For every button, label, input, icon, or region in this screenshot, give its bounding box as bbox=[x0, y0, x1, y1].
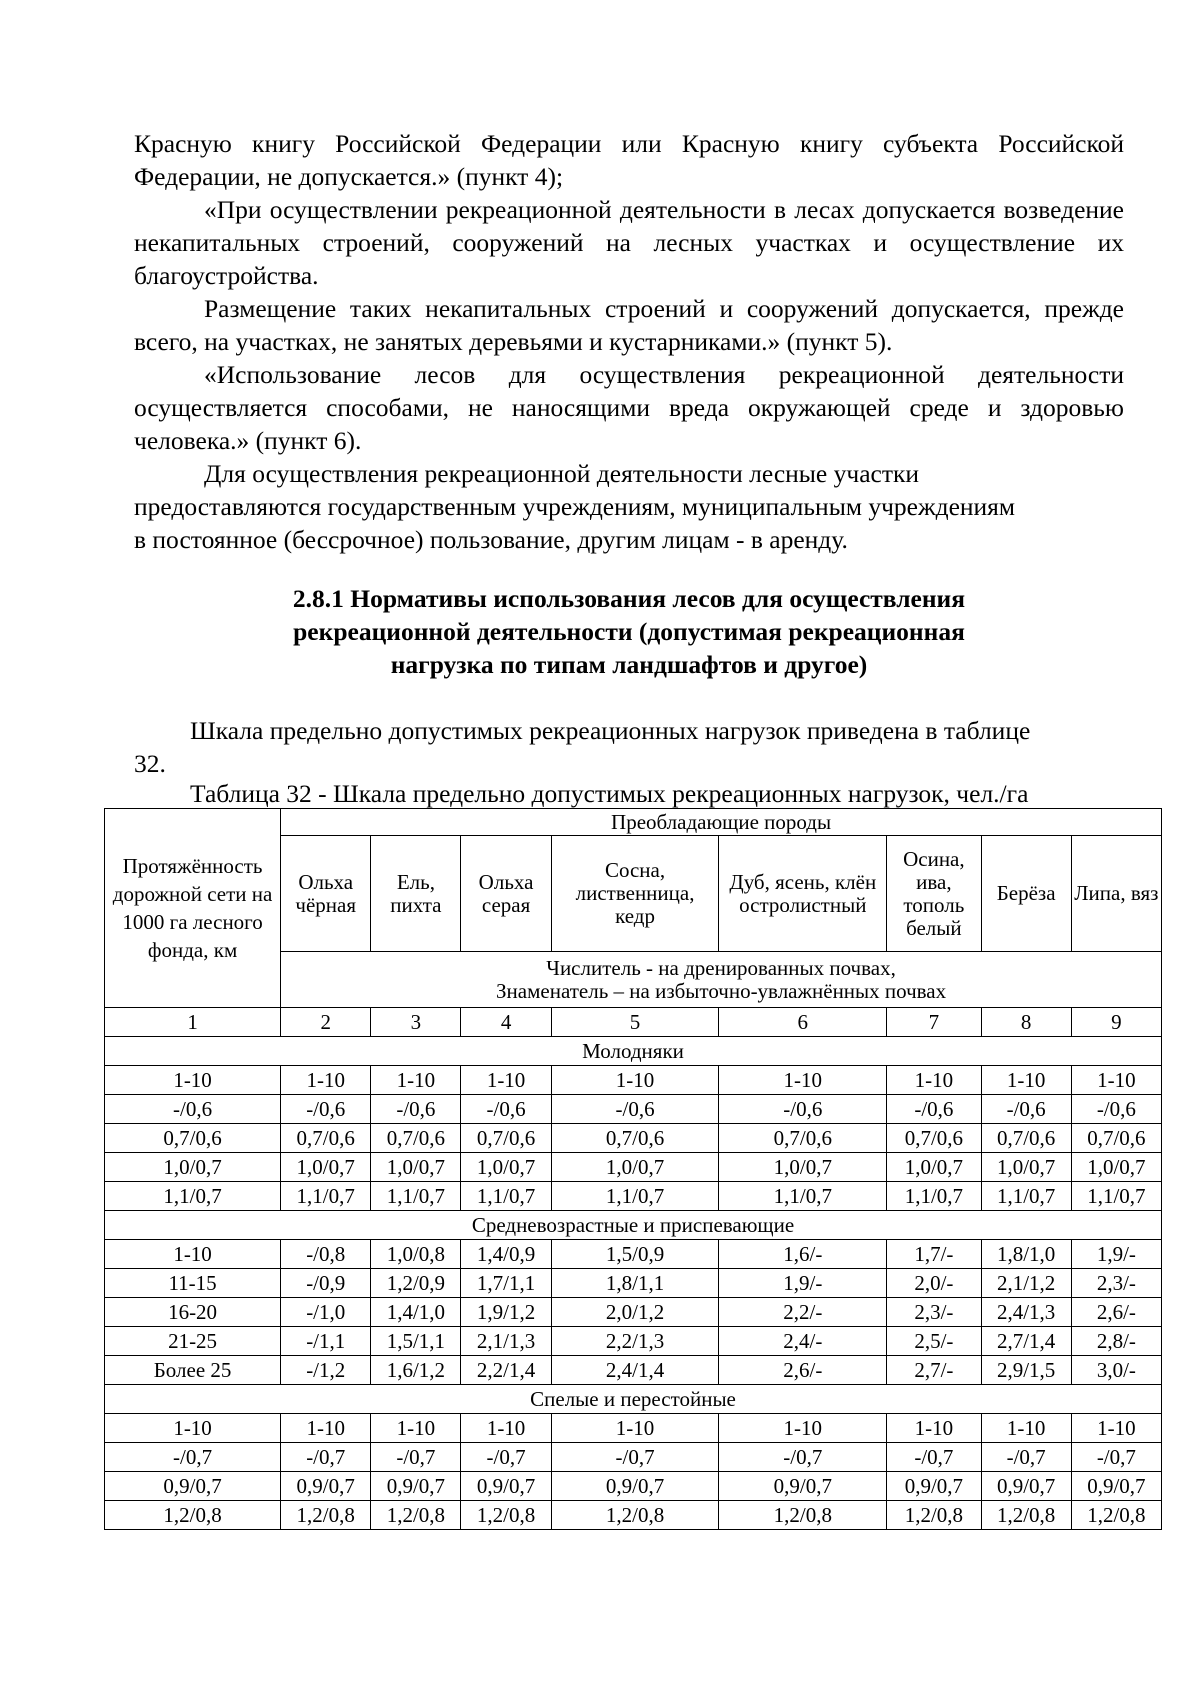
load-value-cell: 1,2/0,8 bbox=[461, 1501, 551, 1530]
load-value-cell: 0,7/0,6 bbox=[371, 1124, 461, 1153]
load-value-cell: 1,0/0,7 bbox=[887, 1153, 981, 1182]
table-row bbox=[105, 1182, 1162, 1211]
column-number-cell: 7 bbox=[887, 1008, 981, 1037]
road-density-cell: 16-20 bbox=[105, 1298, 281, 1327]
paragraph-quote-point-6: «Использование лесов для осуществления рекреационной деятельности осуществляется способами, не наносящими вреда окружающей среде и здоровью человека.» (пункт 6). bbox=[134, 360, 1124, 455]
load-value-cell: 1,1/0,7 bbox=[981, 1182, 1071, 1211]
section-title-row bbox=[105, 1211, 1162, 1240]
load-value-cell: 2,2/1,3 bbox=[551, 1327, 719, 1356]
load-value-cell: -/0,6 bbox=[551, 1095, 719, 1124]
section-title-cell: Средневозрастные и приспевающие bbox=[105, 1211, 1162, 1240]
load-value-cell: 1,7/1,1 bbox=[461, 1269, 551, 1298]
note-cell bbox=[281, 952, 1162, 1008]
load-value-cell: 0,9/0,7 bbox=[551, 1472, 719, 1501]
species-header-cell: Сосна, лиственница, кедр bbox=[551, 836, 719, 952]
table-row bbox=[105, 1269, 1162, 1298]
table-row bbox=[105, 1356, 1162, 1385]
road-density-cell: 0,7/0,6 bbox=[105, 1124, 281, 1153]
note-line: Знаменатель – на избыточно-увлажнённых почвах bbox=[496, 978, 947, 1003]
load-value-cell: 1,1/0,7 bbox=[281, 1182, 371, 1211]
load-value-cell: 1,0/0,7 bbox=[981, 1153, 1071, 1182]
table-row bbox=[105, 1501, 1162, 1530]
load-value-cell: 0,7/0,6 bbox=[1071, 1124, 1161, 1153]
column-number-cell: 9 bbox=[1071, 1008, 1161, 1037]
load-value-cell: 1-10 bbox=[719, 1066, 887, 1095]
load-value-cell: 1,6/1,2 bbox=[371, 1356, 461, 1385]
load-value-cell: 2,2/1,4 bbox=[461, 1356, 551, 1385]
paragraph-line: Для осуществления рекреационной деятельности лесные участки bbox=[204, 459, 920, 488]
load-value-cell: 2,8/- bbox=[1071, 1327, 1161, 1356]
load-value-cell: -/0,7 bbox=[981, 1443, 1071, 1472]
load-value-cell: -/0,7 bbox=[887, 1443, 981, 1472]
column-number-cell: 6 bbox=[719, 1008, 887, 1037]
load-value-cell: 2,4/1,3 bbox=[981, 1298, 1071, 1327]
load-value-cell: 1,6/- bbox=[719, 1240, 887, 1269]
section-title-row bbox=[105, 1385, 1162, 1414]
table-row bbox=[105, 1066, 1162, 1095]
load-value-cell: 2,0/1,2 bbox=[551, 1298, 719, 1327]
load-value-cell: 1-10 bbox=[281, 1066, 371, 1095]
load-value-cell: 1-10 bbox=[461, 1414, 551, 1443]
load-value-cell: 0,9/0,7 bbox=[1071, 1472, 1161, 1501]
load-value-cell: 1,1/0,7 bbox=[371, 1182, 461, 1211]
paragraph-quote-point-5a: «При осуществлении рекреационной деятельности в лесах допускается возведение некапитальных строений, сооружений на лесных участках и осуществление их благоустройства. bbox=[134, 195, 1124, 290]
load-value-cell: 1,1/0,7 bbox=[719, 1182, 887, 1211]
table-row bbox=[105, 1327, 1162, 1356]
table-row bbox=[105, 1153, 1162, 1182]
paragraph-quote-point-5b: Размещение таких некапитальных строений и сооружений допускается, прежде всего, на участках, не занятых деревьями и кустарниками.» (пункт 5). bbox=[134, 294, 1124, 356]
load-value-cell: 3,0/- bbox=[1071, 1356, 1161, 1385]
load-value-cell: 2,4/- bbox=[719, 1327, 887, 1356]
load-value-cell: 1-10 bbox=[1071, 1066, 1161, 1095]
load-value-cell: 0,7/0,6 bbox=[887, 1124, 981, 1153]
load-value-cell: 1,2/0,8 bbox=[371, 1501, 461, 1530]
load-value-cell: 0,7/0,6 bbox=[281, 1124, 371, 1153]
load-value-cell: -/0,9 bbox=[281, 1269, 371, 1298]
species-header-cell: Ольха серая bbox=[461, 836, 551, 952]
road-density-cell: -/0,6 bbox=[105, 1095, 281, 1124]
table-row bbox=[105, 1240, 1162, 1269]
load-value-cell: 0,9/0,7 bbox=[887, 1472, 981, 1501]
load-value-cell: 1,9/1,2 bbox=[461, 1298, 551, 1327]
table-header-row bbox=[105, 809, 1162, 836]
column-number-cell: 4 bbox=[461, 1008, 551, 1037]
road-density-cell: 0,9/0,7 bbox=[105, 1472, 281, 1501]
load-value-cell: 1-10 bbox=[887, 1414, 981, 1443]
road-density-cell: Более 25 bbox=[105, 1356, 281, 1385]
column-number-cell: 5 bbox=[551, 1008, 719, 1037]
load-value-cell: 2,6/- bbox=[1071, 1298, 1161, 1327]
load-value-cell: -/1,2 bbox=[281, 1356, 371, 1385]
load-value-cell: 1,2/0,8 bbox=[551, 1501, 719, 1530]
load-value-cell: 0,7/0,6 bbox=[981, 1124, 1071, 1153]
load-value-cell: 2,1/1,2 bbox=[981, 1269, 1071, 1298]
paragraph-line: в постоянное (бессрочное) пользование, другим лицам - в аренду. bbox=[134, 525, 848, 554]
table-row bbox=[105, 1472, 1162, 1501]
load-value-cell: 1,0/0,7 bbox=[1071, 1153, 1161, 1182]
section-heading bbox=[134, 582, 1124, 681]
species-header-cell: Ель, пихта bbox=[371, 836, 461, 952]
load-value-cell: -/0,6 bbox=[461, 1095, 551, 1124]
load-value-cell: 1,9/- bbox=[1071, 1240, 1161, 1269]
intro-line: 32. bbox=[134, 749, 166, 778]
load-value-cell: 1,2/0,9 bbox=[371, 1269, 461, 1298]
load-value-cell: 1-10 bbox=[371, 1066, 461, 1095]
load-value-cell: 2,3/- bbox=[1071, 1269, 1161, 1298]
load-value-cell: 1-10 bbox=[981, 1414, 1071, 1443]
load-value-cell: 2,3/- bbox=[887, 1298, 981, 1327]
table-row bbox=[105, 1095, 1162, 1124]
load-value-cell: 1-10 bbox=[281, 1414, 371, 1443]
road-density-cell: 1,0/0,7 bbox=[105, 1153, 281, 1182]
load-value-cell: 1,1/0,7 bbox=[1071, 1182, 1161, 1211]
load-value-cell: 1,8/1,0 bbox=[981, 1240, 1071, 1269]
paragraph-land-plots bbox=[134, 457, 1124, 556]
load-value-cell: 1,4/1,0 bbox=[371, 1298, 461, 1327]
load-value-cell: 1,2/0,8 bbox=[1071, 1501, 1161, 1530]
road-density-cell: 1-10 bbox=[105, 1240, 281, 1269]
load-value-cell: 1-10 bbox=[551, 1066, 719, 1095]
note-line: Числитель - на дренированных почвах, bbox=[546, 955, 896, 980]
heading-line: рекреационной деятельности (допустимая рекреационная bbox=[293, 617, 965, 646]
load-value-cell: 2,9/1,5 bbox=[981, 1356, 1071, 1385]
road-density-cell: 1,1/0,7 bbox=[105, 1182, 281, 1211]
column-number-cell: 8 bbox=[981, 1008, 1071, 1037]
load-value-cell: -/0,6 bbox=[371, 1095, 461, 1124]
load-value-cell: 1,0/0,7 bbox=[551, 1153, 719, 1182]
load-value-cell: 1-10 bbox=[371, 1414, 461, 1443]
load-value-cell: -/1,1 bbox=[281, 1327, 371, 1356]
load-value-cell: -/0,7 bbox=[371, 1443, 461, 1472]
section-title-cell: Молодняки bbox=[105, 1037, 1162, 1066]
load-value-cell: 2,7/1,4 bbox=[981, 1327, 1071, 1356]
heading-line: нагрузка по типам ландшафтов и другое) bbox=[390, 650, 868, 679]
load-value-cell: -/0,7 bbox=[551, 1443, 719, 1472]
row-header-cell: Протяжённость дорожной сети на 1000 га лесного фонда, км bbox=[105, 809, 281, 1008]
load-value-cell: -/0,7 bbox=[281, 1443, 371, 1472]
load-value-cell: -/0,7 bbox=[461, 1443, 551, 1472]
load-value-cell: 1,9/- bbox=[719, 1269, 887, 1298]
species-header-cell: Осина, ива, тополь белый bbox=[887, 836, 981, 952]
load-value-cell: 1,0/0,7 bbox=[281, 1153, 371, 1182]
paragraph-line: предоставляются государственным учреждениям, муниципальным учреждениям bbox=[134, 492, 1016, 521]
load-value-cell: 1,5/1,1 bbox=[371, 1327, 461, 1356]
table-row bbox=[105, 1443, 1162, 1472]
load-value-cell: 1,1/0,7 bbox=[461, 1182, 551, 1211]
load-value-cell: 1,1/0,7 bbox=[551, 1182, 719, 1211]
load-value-cell: 2,2/- bbox=[719, 1298, 887, 1327]
load-value-cell: 1,2/0,8 bbox=[981, 1501, 1071, 1530]
load-value-cell: -/0,6 bbox=[281, 1095, 371, 1124]
load-value-cell: -/1,0 bbox=[281, 1298, 371, 1327]
table-row bbox=[105, 1124, 1162, 1153]
group-header-cell: Преобладающие породы bbox=[281, 809, 1162, 836]
species-header-cell: Ольха чёрная bbox=[281, 836, 371, 952]
road-density-cell: 21-25 bbox=[105, 1327, 281, 1356]
load-value-cell: 1,0/0,7 bbox=[719, 1153, 887, 1182]
column-number-cell: 2 bbox=[281, 1008, 371, 1037]
species-header-cell: Липа, вяз bbox=[1071, 836, 1161, 952]
load-value-cell: 0,7/0,6 bbox=[719, 1124, 887, 1153]
road-density-cell: 1-10 bbox=[105, 1066, 281, 1095]
paragraph-continuation: Красную книгу Российской Федерации или Красную книгу субъекта Российской Федерации, не допускается.» (пункт 4); bbox=[134, 129, 1124, 191]
load-value-cell: 1,0/0,7 bbox=[461, 1153, 551, 1182]
load-value-cell: 1-10 bbox=[1071, 1414, 1161, 1443]
table-row bbox=[105, 1298, 1162, 1327]
column-number-row bbox=[105, 1008, 1162, 1037]
load-value-cell: 2,7/- bbox=[887, 1356, 981, 1385]
load-value-cell: 1-10 bbox=[551, 1414, 719, 1443]
load-value-cell: 1-10 bbox=[981, 1066, 1071, 1095]
load-value-cell: 0,9/0,7 bbox=[281, 1472, 371, 1501]
load-value-cell: 1,7/- bbox=[887, 1240, 981, 1269]
load-value-cell: -/0,6 bbox=[1071, 1095, 1161, 1124]
load-value-cell: 1-10 bbox=[887, 1066, 981, 1095]
load-value-cell: 2,6/- bbox=[719, 1356, 887, 1385]
load-value-cell: 1,0/0,7 bbox=[371, 1153, 461, 1182]
load-value-cell: 1-10 bbox=[719, 1414, 887, 1443]
load-value-cell: 2,0/- bbox=[887, 1269, 981, 1298]
road-density-cell: 11-15 bbox=[105, 1269, 281, 1298]
load-value-cell: 1,5/0,9 bbox=[551, 1240, 719, 1269]
intro-line: Шкала предельно допустимых рекреационных нагрузок приведена в таблице bbox=[190, 716, 1031, 745]
recreational-load-table bbox=[104, 808, 1162, 1530]
road-density-cell: 1-10 bbox=[105, 1414, 281, 1443]
load-value-cell: 1,4/0,9 bbox=[461, 1240, 551, 1269]
load-value-cell: 0,9/0,7 bbox=[461, 1472, 551, 1501]
table-row bbox=[105, 1414, 1162, 1443]
load-value-cell: 0,7/0,6 bbox=[551, 1124, 719, 1153]
road-density-cell: 1,2/0,8 bbox=[105, 1501, 281, 1530]
load-value-cell: 2,5/- bbox=[887, 1327, 981, 1356]
load-value-cell: -/0,8 bbox=[281, 1240, 371, 1269]
table-intro bbox=[134, 714, 1124, 780]
species-header-cell: Берёза bbox=[981, 836, 1071, 952]
body-text bbox=[134, 127, 1124, 556]
load-value-cell: 1-10 bbox=[461, 1066, 551, 1095]
load-value-cell: 0,9/0,7 bbox=[719, 1472, 887, 1501]
table-caption: Таблица 32 - Шкала предельно допустимых рекреационных нагрузок, чел./га bbox=[190, 779, 1029, 808]
column-number-cell: 3 bbox=[371, 1008, 461, 1037]
load-value-cell: 1,2/0,8 bbox=[281, 1501, 371, 1530]
load-value-cell: -/0,6 bbox=[887, 1095, 981, 1124]
load-value-cell: 1,1/0,7 bbox=[887, 1182, 981, 1211]
road-density-cell: -/0,7 bbox=[105, 1443, 281, 1472]
heading-line: 2.8.1 Нормативы использования лесов для осуществления bbox=[292, 584, 966, 613]
load-value-cell: 1,8/1,1 bbox=[551, 1269, 719, 1298]
load-value-cell: 2,4/1,4 bbox=[551, 1356, 719, 1385]
column-number-cell: 1 bbox=[105, 1008, 281, 1037]
load-value-cell: -/0,7 bbox=[719, 1443, 887, 1472]
load-value-cell: 1,2/0,8 bbox=[719, 1501, 887, 1530]
load-value-cell: 2,1/1,3 bbox=[461, 1327, 551, 1356]
load-value-cell: 0,9/0,7 bbox=[981, 1472, 1071, 1501]
load-value-cell: 0,9/0,7 bbox=[371, 1472, 461, 1501]
load-value-cell: -/0,7 bbox=[1071, 1443, 1161, 1472]
section-title-row bbox=[105, 1037, 1162, 1066]
load-value-cell: 0,7/0,6 bbox=[461, 1124, 551, 1153]
load-value-cell: 1,0/0,8 bbox=[371, 1240, 461, 1269]
load-value-cell: -/0,6 bbox=[719, 1095, 887, 1124]
load-value-cell: 1,2/0,8 bbox=[887, 1501, 981, 1530]
section-title-cell: Спелые и перестойные bbox=[105, 1385, 1162, 1414]
load-value-cell: -/0,6 bbox=[981, 1095, 1071, 1124]
species-header-cell: Дуб, ясень, клён остролистный bbox=[719, 836, 887, 952]
